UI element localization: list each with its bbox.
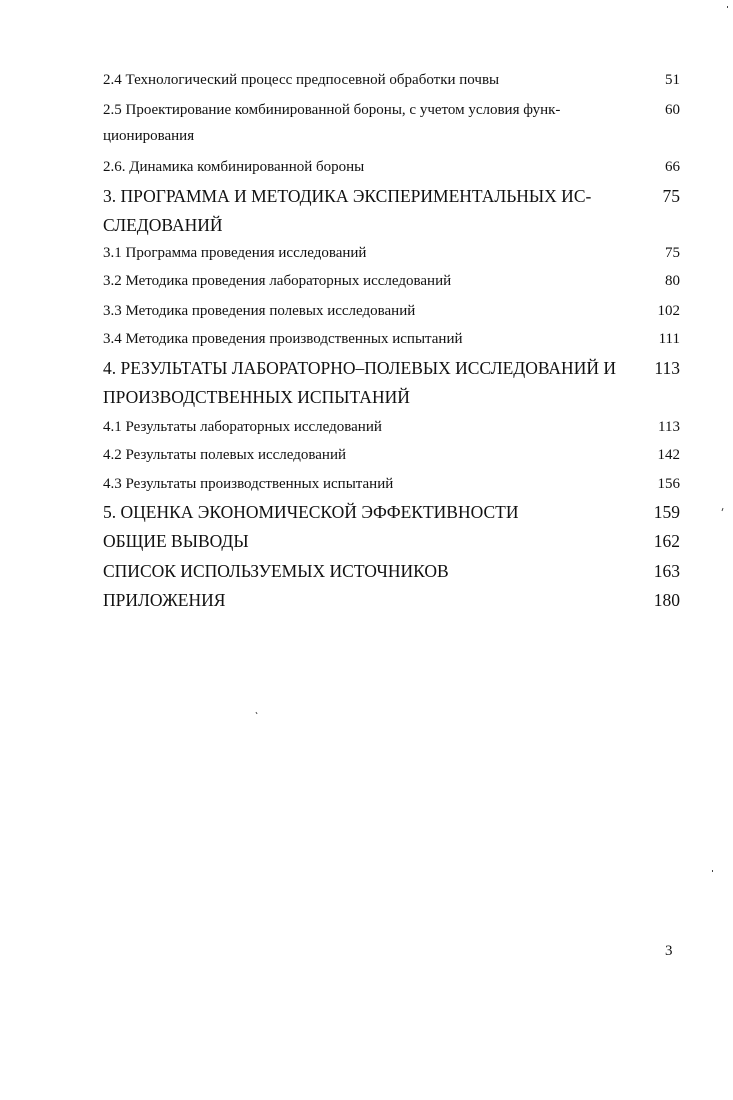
toc-entry-page: 180: [653, 590, 680, 610]
toc-entry-title: ОБЩИЕ ВЫВОДЫ: [103, 531, 249, 551]
toc-entry-page: 75: [665, 245, 680, 261]
toc-entry-title: 3.2 Методика проведения лабораторных исследований: [103, 273, 452, 289]
toc-entry-page: 163: [653, 561, 680, 581]
toc-entry-page: 80: [665, 273, 680, 289]
toc-entry-page: 111: [658, 331, 680, 347]
toc-entry-title: 2.4 Технологический процесс предпосевной обработки почвы: [103, 72, 500, 88]
toc-entry-page: 51: [665, 72, 680, 88]
toc-entry-page: 156: [657, 476, 680, 492]
toc-entry-page: 75: [662, 186, 680, 206]
scan-speck: [727, 6, 728, 8]
toc-entry-page: 142: [657, 447, 680, 463]
toc-entry-title: 2.6. Динамика комбинированной бороны: [103, 159, 365, 175]
scan-speck: [722, 508, 724, 511]
toc-entry-title: 4.3 Результаты производственных испытаний: [103, 476, 394, 492]
toc-entry-title: 3.4 Методика проведения производственных испытаний: [103, 331, 463, 347]
toc-entry-title: ПРИЛОЖЕНИЯ: [103, 590, 226, 610]
toc-entry-title: 2.5 Проектирование комбинированной бороны, с учетом условия функ- ционирования: [103, 102, 561, 144]
toc-entry-title: 4.2 Результаты полевых исследований: [103, 447, 347, 463]
toc-entry-page: 113: [658, 419, 680, 435]
toc-entry-page: 159: [653, 502, 680, 522]
toc-entry-title: 5. ОЦЕНКА ЭКОНОМИЧЕСКОЙ ЭФФЕКТИВНОСТИ: [103, 502, 519, 522]
toc-entry-page: 66: [665, 159, 680, 175]
toc-entry-page: 102: [657, 303, 680, 319]
toc-entry-page: 113: [654, 358, 680, 378]
toc-entry-page: 162: [653, 531, 680, 551]
toc-entry-title: 4.1 Результаты лабораторных исследований: [103, 419, 382, 435]
toc-entry-title: 3.1 Программа проведения исследований: [103, 245, 367, 261]
scan-speck: [255, 712, 257, 714]
toc-entry-title: 4. РЕЗУЛЬТАТЫ ЛАБОРАТОРНО–ПОЛЕВЫХ ИССЛЕДОВАНИЙ И ПРОИЗВОДСТВЕННЫХ ИСПЫТАНИЙ: [103, 358, 616, 407]
toc-entry-title: 3.3 Методика проведения полевых исследований: [103, 303, 416, 319]
toc-entry-title: 3. ПРОГРАММА И МЕТОДИКА ЭКСПЕРИМЕНТАЛЬНЫХ ИС- СЛЕДОВАНИЙ: [103, 186, 592, 235]
page-number: 3: [665, 943, 673, 959]
scan-speck: [712, 870, 713, 872]
toc-entry-page: 60: [665, 102, 680, 118]
toc-entry-title: СПИСОК ИСПОЛЬЗУЕМЫХ ИСТОЧНИКОВ: [103, 561, 449, 581]
